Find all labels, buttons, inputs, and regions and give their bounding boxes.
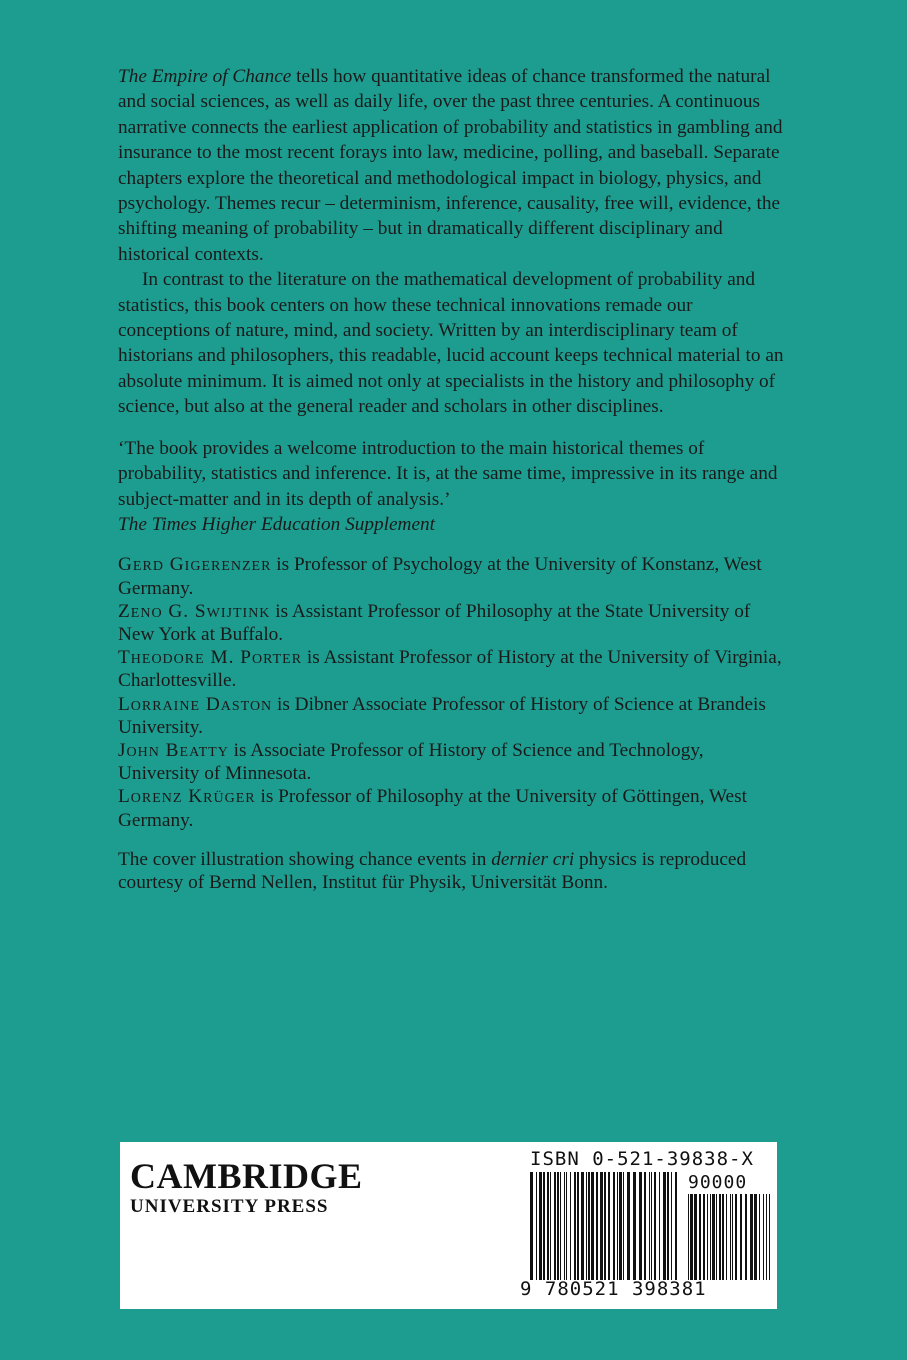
author-bio-text: is Dibner Associate Professor of History of Science at Brandeis University. bbox=[118, 693, 766, 738]
description-paragraph-1 bbox=[118, 64, 788, 267]
author-bio bbox=[118, 600, 788, 646]
barcode-addon-bars-icon bbox=[688, 1194, 770, 1280]
credit-italic: dernier cri bbox=[491, 848, 575, 870]
barcode-bars-icon bbox=[530, 1172, 680, 1280]
author-name: Gerd Gigerenzer bbox=[118, 554, 272, 576]
author-bio-text: is Professor of Psychology at the University of Konstanz, West Germany. bbox=[118, 554, 762, 599]
publisher-logo bbox=[130, 1158, 430, 1218]
author-name: John Beatty bbox=[118, 739, 229, 761]
description-text-1: tells how quantitative ideas of chance transformed the natural and social sciences, as well as daily life, over the past three centuries. A continuous narrative connects the earliest application of probability and statistics in gambling and insurance to the most recent forays into law, medicine, polling, and baseball. Separate chapters explore the theoretical and methodological impact in biology, physics, and psychology. Themes recur – determinism, inference, causality, free will, evidence, the shifting meaning of probability – but in dramatically different disciplinary and historical contexts. bbox=[118, 66, 783, 265]
author-name: Lorraine Daston bbox=[118, 693, 273, 715]
author-bio bbox=[118, 785, 788, 831]
author-bio bbox=[118, 693, 788, 739]
author-bio-text: is Assistant Professor of History at the University of Virginia, Charlottesville. bbox=[118, 647, 782, 692]
credit-text: The cover illustration showing chance events in bbox=[118, 848, 492, 870]
author-name: Theodore M. Porter bbox=[118, 647, 303, 669]
publisher-subtitle: UNIVERSITY PRESS bbox=[130, 1196, 329, 1217]
price-code: 90000 bbox=[688, 1172, 748, 1193]
cover-text bbox=[118, 64, 788, 895]
review-quote: ‘The book provides a welcome introduction to the main historical themes of probability, statistics and inference. It is, at the same time, impressive in its range and subject-matter and in its depth of analysis.’ bbox=[118, 437, 778, 510]
author-bio-text: is Professor of Philosophy at the University of Göttingen, West Germany. bbox=[118, 786, 747, 831]
credit-text-end: physics is reproduced courtesy of Bernd Nellen, Institut für Physik, Universität Bonn. bbox=[118, 848, 747, 894]
review-source: The Times Higher Education Supplement bbox=[118, 513, 436, 535]
author-bio bbox=[118, 739, 788, 785]
author-bio-text: is Associate Professor of History of Science and Technology, University of Minnesota. bbox=[118, 739, 704, 785]
description-paragraph-2: In contrast to the literature on the mathematical development of probability and statistics, this book centers on how these technical innovations remade our conceptions of nature, mind, and society. Written by an interdisciplinary team of historians and philosophers, this readable, lucid account keeps technical material to an absolute minimum. It is aimed not only at specialists in the history and philosophy of science, but also at the general reader and scholars in other disciplines. bbox=[118, 269, 784, 418]
cover-credit bbox=[118, 848, 788, 895]
author-name: Lorenz Krüger bbox=[118, 786, 256, 808]
author-name: Zeno G. Swijtink bbox=[118, 600, 271, 622]
barcode bbox=[520, 1148, 772, 1304]
book-title: The Empire of Chance bbox=[118, 66, 292, 87]
author-bio bbox=[118, 646, 788, 692]
author-bios bbox=[118, 553, 788, 831]
author-bio-text: is Assistant Professor of Philosophy at the State University of New York at Buffalo. bbox=[118, 600, 751, 645]
isbn-label: ISBN 0-521-39838-X bbox=[530, 1148, 754, 1170]
ean-number: 9 780521 398381 bbox=[520, 1278, 707, 1300]
publisher-name: CAMBRIDGE bbox=[130, 1156, 363, 1196]
author-bio bbox=[118, 553, 788, 599]
